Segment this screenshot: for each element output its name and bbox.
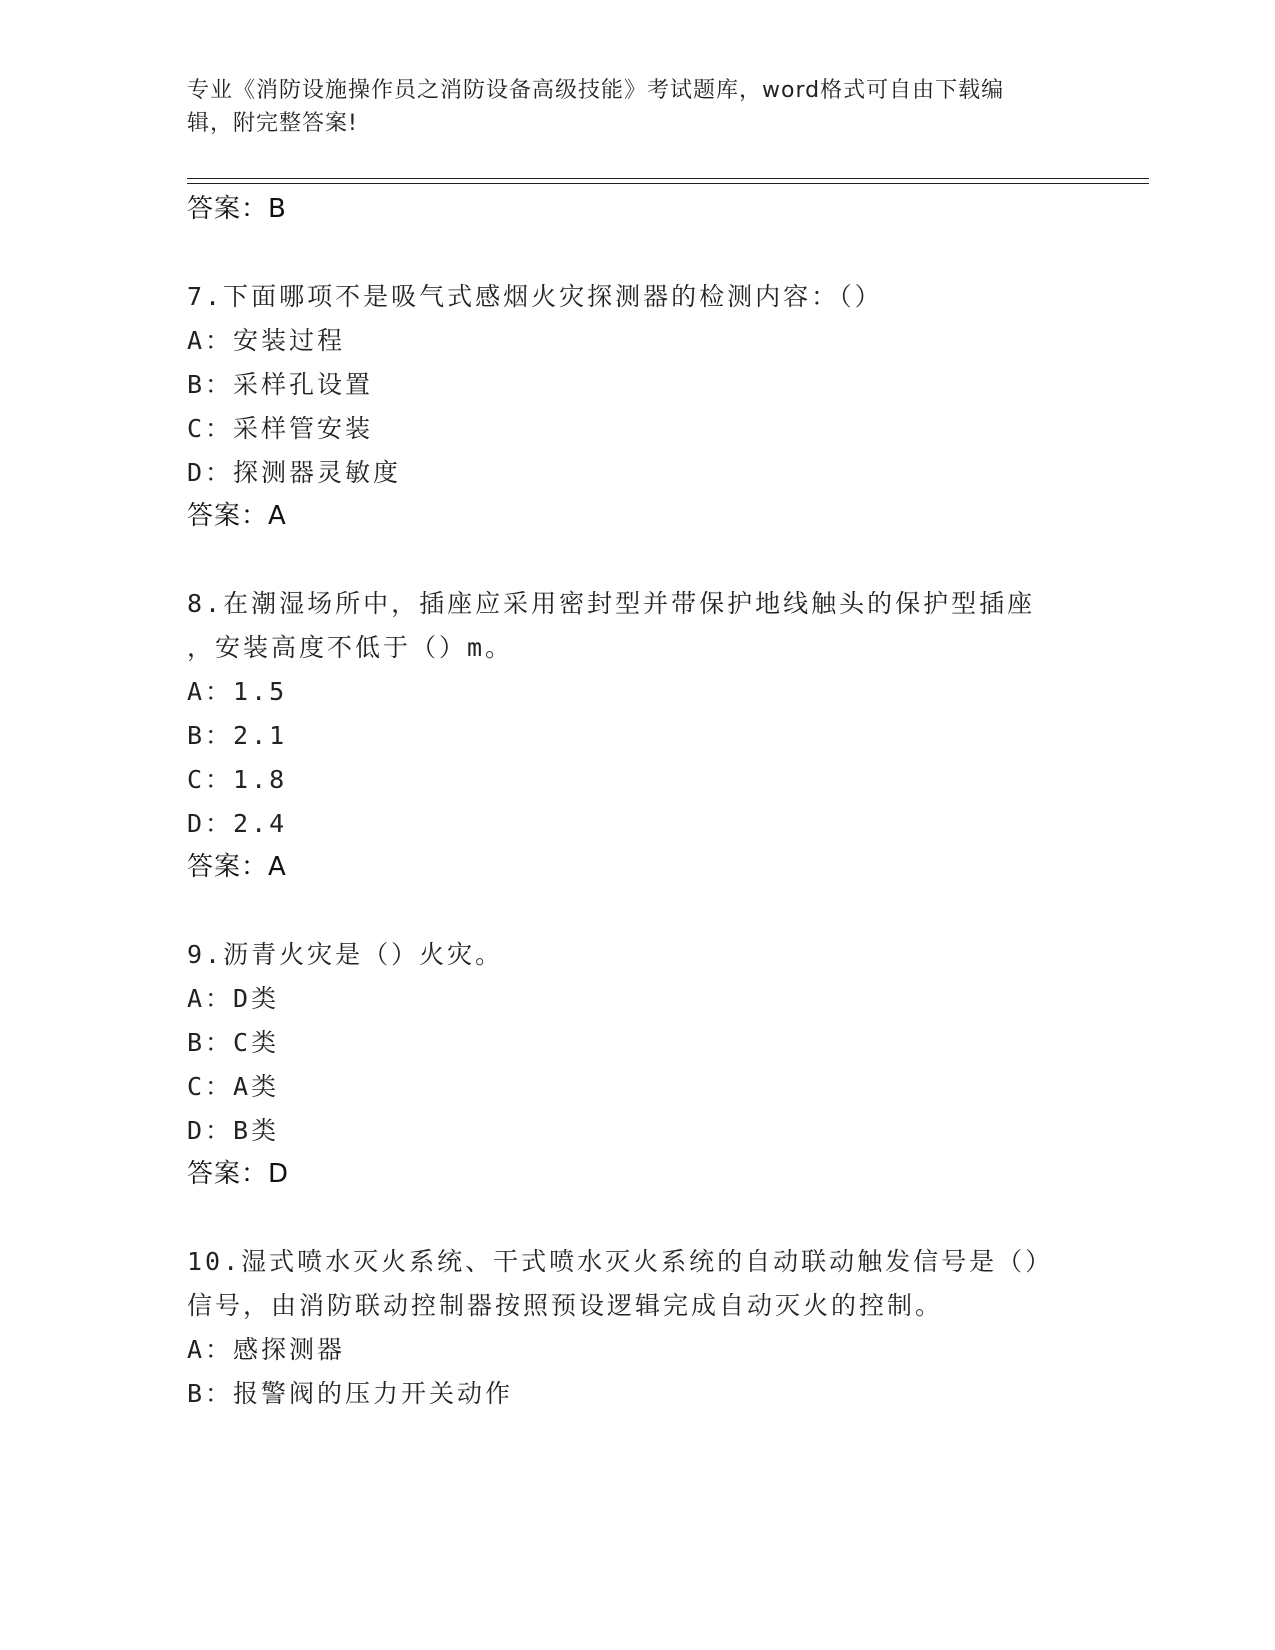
question-8-stem-line-1: 8.在潮湿场所中，插座应采用密封型并带保护地线触头的保护型插座 bbox=[187, 589, 1036, 618]
question-7-option-b: B：采样孔设置 bbox=[187, 370, 374, 399]
question-9-option-d: D：B类 bbox=[187, 1116, 280, 1145]
question-8-option-d: D：2.4 bbox=[187, 809, 288, 838]
question-8-option-c: C：1.8 bbox=[187, 765, 288, 794]
question-7-answer: 答案：A bbox=[187, 501, 287, 531]
header-line-2: 辑，附完整答案! bbox=[187, 111, 358, 136]
header-line-1: 专业《消防设施操作员之消防设备高级技能》考试题库，word格式可自由下载编 bbox=[187, 78, 1005, 103]
header-divider-top bbox=[187, 178, 1149, 179]
question-10-option-b: B：报警阀的压力开关动作 bbox=[187, 1379, 514, 1408]
question-7-option-a: A：安装过程 bbox=[187, 326, 346, 355]
question-10-option-a: A：感探测器 bbox=[187, 1335, 346, 1364]
document-header bbox=[187, 74, 1087, 140]
question-10-stem-line-2: 信号，由消防联动控制器按照预设逻辑完成自动灭火的控制。 bbox=[187, 1291, 944, 1320]
question-9-stem: 9.沥青火灾是（）火灾。 bbox=[187, 940, 504, 969]
question-8-option-b: B：2.1 bbox=[187, 721, 288, 750]
question-7-option-c: C：采样管安装 bbox=[187, 414, 374, 443]
question-8-option-a: A：1.5 bbox=[187, 677, 288, 706]
question-7-stem: 7.下面哪项不是吸气式感烟火灾探测器的检测内容：（） bbox=[187, 282, 883, 311]
question-7-option-d: D：探测器灵敏度 bbox=[187, 458, 402, 487]
question-9-option-b: B：C类 bbox=[187, 1028, 280, 1057]
header-divider-bottom bbox=[187, 183, 1149, 184]
question-9-answer: 答案：D bbox=[187, 1159, 290, 1189]
question-8-answer: 答案：A bbox=[187, 852, 287, 882]
question-8-stem-line-2: ，安装高度不低于（）m。 bbox=[187, 633, 514, 662]
question-10-stem-line-1: 10.湿式喷水灭火系统、干式喷水灭火系统的自动联动触发信号是（） bbox=[187, 1247, 1054, 1276]
question-9-option-c: C：A类 bbox=[187, 1072, 280, 1101]
question-9-option-a: A：D类 bbox=[187, 984, 280, 1013]
answer-previous: 答案：B bbox=[187, 194, 287, 224]
